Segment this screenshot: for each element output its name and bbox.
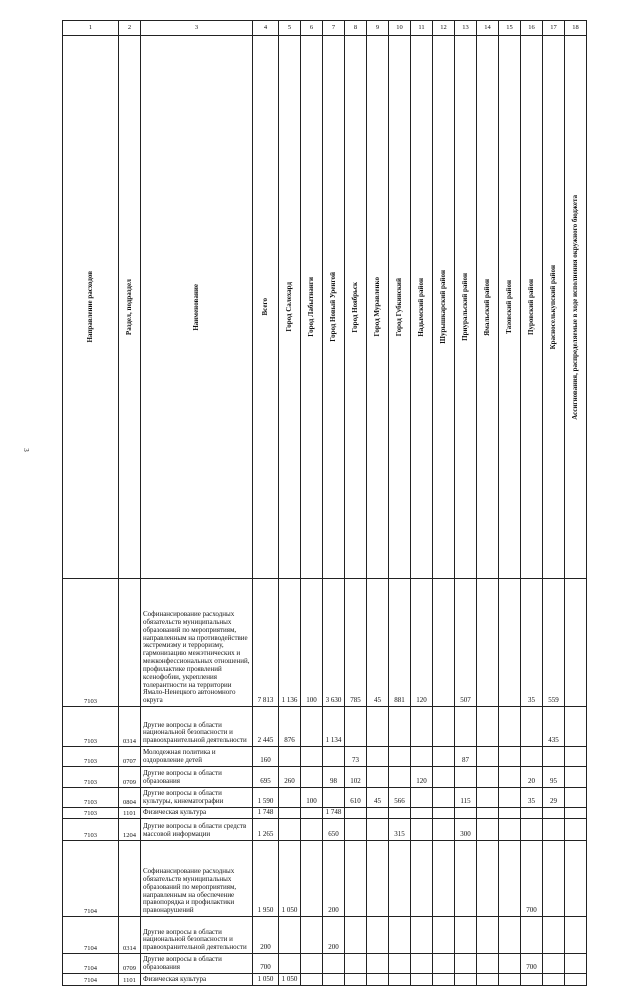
- section-code-cell: 0709: [119, 767, 141, 788]
- value-cell: [477, 917, 499, 954]
- column-number: 7: [323, 21, 345, 36]
- value-cell: [499, 841, 521, 917]
- value-cell: [389, 917, 411, 954]
- value-cell: [345, 974, 367, 986]
- section-code-cell: [119, 841, 141, 917]
- value-cell: [433, 917, 455, 954]
- value-cell: [455, 767, 477, 788]
- value-cell: 100: [301, 788, 323, 808]
- value-cell: [477, 974, 499, 986]
- column-header-label: Раздел, подраздел: [124, 278, 133, 336]
- value-cell: [521, 707, 543, 747]
- table-row: [63, 788, 587, 808]
- column-header-label: Город Салехард: [284, 282, 293, 332]
- value-cell: [521, 808, 543, 819]
- section-code-cell: 0709: [119, 954, 141, 974]
- value-cell: 120: [411, 579, 433, 707]
- value-cell: 29: [543, 788, 565, 808]
- column-header: [367, 36, 389, 579]
- column-header-label: Город Новый Уренгой: [328, 272, 337, 342]
- name-cell: Другие вопросы в области культуры, кинематографии: [141, 788, 253, 808]
- name-cell: Софинансирование расходных обязательств муниципальных образований по мероприятиям, направленным на противодействие экстремизму и терроризму, гармонизацию межэтнических и межконфессиональных отношений, профилактике проявлений ксенофобии, укрепления толерантности на территории Ямало-Ненецкого автономного округа: [141, 579, 253, 707]
- value-cell: [499, 579, 521, 707]
- value-cell: [565, 808, 587, 819]
- name-cell: Молодежная политика и оздоровление детей: [141, 747, 253, 767]
- value-cell: 315: [389, 819, 411, 841]
- value-cell: [367, 974, 389, 986]
- value-cell: [323, 954, 345, 974]
- value-cell: 1 748: [253, 808, 279, 819]
- value-cell: 1 134: [323, 707, 345, 747]
- column-number: 17: [543, 21, 565, 36]
- value-cell: [543, 841, 565, 917]
- value-cell: [433, 579, 455, 707]
- value-cell: 559: [543, 579, 565, 707]
- column-header-label: Ямальский район: [482, 278, 491, 336]
- value-cell: [433, 841, 455, 917]
- value-cell: [433, 707, 455, 747]
- column-header-label: Тазовский район: [504, 280, 513, 334]
- direction-code-cell: 7103: [63, 579, 119, 707]
- direction-code-cell: 7103: [63, 747, 119, 767]
- value-cell: [477, 819, 499, 841]
- value-cell: [389, 707, 411, 747]
- column-header-label: Город Ноябрьск: [350, 281, 359, 333]
- name-cell: Другие вопросы в области образования: [141, 767, 253, 788]
- column-number: 18: [565, 21, 587, 36]
- table-row: [63, 808, 587, 819]
- value-cell: 260: [279, 767, 301, 788]
- value-cell: [411, 707, 433, 747]
- column-header-label: Приуральский район: [460, 273, 469, 341]
- value-cell: [389, 747, 411, 767]
- section-code-cell: 0314: [119, 917, 141, 954]
- value-cell: 45: [367, 579, 389, 707]
- direction-code-cell: 7103: [63, 808, 119, 819]
- table-row: [63, 974, 587, 986]
- value-cell: [521, 747, 543, 767]
- column-header: [565, 36, 587, 579]
- value-cell: [411, 788, 433, 808]
- column-number: 6: [301, 21, 323, 36]
- column-header: [63, 36, 119, 579]
- table-row: [63, 579, 587, 707]
- value-cell: [499, 707, 521, 747]
- value-cell: [499, 808, 521, 819]
- value-cell: [411, 841, 433, 917]
- value-cell: [301, 707, 323, 747]
- value-cell: 1 748: [323, 808, 345, 819]
- budget-allocation-table: [62, 20, 587, 986]
- direction-code-cell: 7103: [63, 767, 119, 788]
- value-cell: [367, 747, 389, 767]
- value-cell: 35: [521, 579, 543, 707]
- value-cell: [543, 917, 565, 954]
- value-cell: 7 813: [253, 579, 279, 707]
- value-cell: [367, 917, 389, 954]
- table-row: [63, 917, 587, 954]
- column-number: 3: [141, 21, 253, 36]
- name-cell: Физическая культура: [141, 808, 253, 819]
- value-cell: [367, 767, 389, 788]
- column-header-label: Всего: [260, 298, 269, 316]
- column-number: 1: [63, 21, 119, 36]
- value-cell: [477, 841, 499, 917]
- column-header-label: Ассигнования, распределяемые в ходе исполнения окружного бюджета: [570, 194, 579, 420]
- value-cell: [323, 747, 345, 767]
- value-cell: 300: [455, 819, 477, 841]
- table-row: [63, 819, 587, 841]
- value-cell: [477, 808, 499, 819]
- value-cell: [389, 841, 411, 917]
- value-cell: [389, 808, 411, 819]
- name-cell: Другие вопросы в области национальной безопасности и правоохранительной деятельности: [141, 917, 253, 954]
- value-cell: [477, 579, 499, 707]
- value-cell: [345, 707, 367, 747]
- column-header: [543, 36, 565, 579]
- value-cell: [521, 819, 543, 841]
- direction-code-cell: 7104: [63, 917, 119, 954]
- value-cell: 115: [455, 788, 477, 808]
- column-header: [411, 36, 433, 579]
- direction-code-cell: 7103: [63, 819, 119, 841]
- column-header: [301, 36, 323, 579]
- value-cell: [411, 819, 433, 841]
- value-cell: [301, 747, 323, 767]
- name-cell: Софинансирование расходных обязательств муниципальных образований по мероприятиям, направленным на обеспечение правопорядка и профилактики правонарушений: [141, 841, 253, 917]
- value-cell: [301, 841, 323, 917]
- value-cell: 700: [521, 954, 543, 974]
- column-header: [521, 36, 543, 579]
- value-cell: [565, 974, 587, 986]
- column-header-label: Город Муравленко: [372, 277, 381, 337]
- direction-code-cell: 7104: [63, 841, 119, 917]
- value-cell: [345, 808, 367, 819]
- value-cell: [345, 841, 367, 917]
- value-cell: [433, 788, 455, 808]
- value-cell: 102: [345, 767, 367, 788]
- value-cell: [565, 579, 587, 707]
- value-cell: 98: [323, 767, 345, 788]
- value-cell: [389, 974, 411, 986]
- column-header-label: Красноселькупский район: [548, 264, 557, 350]
- value-cell: [455, 974, 477, 986]
- value-cell: 610: [345, 788, 367, 808]
- value-cell: [477, 767, 499, 788]
- value-cell: [301, 917, 323, 954]
- value-cell: [543, 974, 565, 986]
- section-code-cell: 1101: [119, 974, 141, 986]
- table-row: [63, 767, 587, 788]
- column-header: [323, 36, 345, 579]
- column-number: 2: [119, 21, 141, 36]
- direction-code-cell: 7104: [63, 974, 119, 986]
- table-body: [63, 21, 587, 986]
- column-header: [455, 36, 477, 579]
- column-header-label: Город Лабытнанги: [306, 277, 315, 337]
- value-cell: [543, 954, 565, 974]
- column-header-label: Надымский район: [416, 277, 425, 337]
- value-cell: 45: [367, 788, 389, 808]
- value-cell: [521, 974, 543, 986]
- value-cell: [565, 917, 587, 954]
- value-cell: [279, 819, 301, 841]
- value-cell: [433, 767, 455, 788]
- value-cell: 1 590: [253, 788, 279, 808]
- column-header: [499, 36, 521, 579]
- column-header: [389, 36, 411, 579]
- value-cell: [367, 808, 389, 819]
- column-header: [433, 36, 455, 579]
- value-cell: [411, 808, 433, 819]
- value-cell: 73: [345, 747, 367, 767]
- page-number: 3: [21, 448, 30, 452]
- column-header: [345, 36, 367, 579]
- value-cell: [477, 747, 499, 767]
- column-header-label: Город Губкинский: [394, 277, 403, 337]
- value-cell: [301, 808, 323, 819]
- table-row: [63, 841, 587, 917]
- column-number: 8: [345, 21, 367, 36]
- value-cell: 200: [323, 917, 345, 954]
- section-code-cell: 0314: [119, 707, 141, 747]
- value-cell: [411, 917, 433, 954]
- table-row: [63, 954, 587, 974]
- value-cell: [521, 917, 543, 954]
- value-cell: [477, 788, 499, 808]
- value-cell: 700: [521, 841, 543, 917]
- column-header-label: Пуровский район: [526, 279, 535, 335]
- value-cell: 876: [279, 707, 301, 747]
- value-cell: [499, 917, 521, 954]
- value-cell: [411, 974, 433, 986]
- value-cell: [411, 747, 433, 767]
- value-cell: [389, 767, 411, 788]
- value-cell: 95: [543, 767, 565, 788]
- value-cell: [565, 954, 587, 974]
- column-header: [141, 36, 253, 579]
- name-cell: Физическая культура: [141, 974, 253, 986]
- section-code-cell: 0804: [119, 788, 141, 808]
- direction-code-cell: 7103: [63, 788, 119, 808]
- value-cell: [301, 954, 323, 974]
- value-cell: [367, 819, 389, 841]
- value-cell: [433, 747, 455, 767]
- column-header: [119, 36, 141, 579]
- value-cell: 1 050: [279, 974, 301, 986]
- value-cell: 650: [323, 819, 345, 841]
- column-header-label: Наименование: [191, 283, 200, 331]
- value-cell: [279, 917, 301, 954]
- value-cell: [433, 819, 455, 841]
- value-cell: 2 445: [253, 707, 279, 747]
- value-cell: 35: [521, 788, 543, 808]
- name-cell: Другие вопросы в области средств массовой информации: [141, 819, 253, 841]
- column-number: 15: [499, 21, 521, 36]
- value-cell: [543, 808, 565, 819]
- column-number: 11: [411, 21, 433, 36]
- value-cell: 1 050: [279, 841, 301, 917]
- value-cell: 785: [345, 579, 367, 707]
- column-header: [477, 36, 499, 579]
- value-cell: [565, 788, 587, 808]
- value-cell: [279, 808, 301, 819]
- value-cell: [411, 954, 433, 974]
- value-cell: [367, 707, 389, 747]
- value-cell: [367, 954, 389, 974]
- column-number-row: [63, 21, 587, 36]
- column-number: 10: [389, 21, 411, 36]
- value-cell: 120: [411, 767, 433, 788]
- value-cell: [565, 819, 587, 841]
- value-cell: [543, 747, 565, 767]
- column-number: 14: [477, 21, 499, 36]
- column-header-row: [63, 36, 587, 579]
- value-cell: [455, 841, 477, 917]
- value-cell: [499, 954, 521, 974]
- value-cell: 87: [455, 747, 477, 767]
- value-cell: [301, 767, 323, 788]
- value-cell: 695: [253, 767, 279, 788]
- value-cell: [499, 788, 521, 808]
- value-cell: 3 630: [323, 579, 345, 707]
- value-cell: [345, 819, 367, 841]
- value-cell: 507: [455, 579, 477, 707]
- value-cell: [565, 707, 587, 747]
- value-cell: 1 265: [253, 819, 279, 841]
- value-cell: [389, 954, 411, 974]
- value-cell: [455, 954, 477, 974]
- section-code-cell: 0707: [119, 747, 141, 767]
- value-cell: [477, 707, 499, 747]
- value-cell: [345, 954, 367, 974]
- value-cell: 700: [253, 954, 279, 974]
- value-cell: [499, 767, 521, 788]
- value-cell: [345, 917, 367, 954]
- value-cell: [433, 974, 455, 986]
- column-number: 13: [455, 21, 477, 36]
- value-cell: [499, 819, 521, 841]
- value-cell: [279, 747, 301, 767]
- value-cell: [323, 974, 345, 986]
- value-cell: [323, 788, 345, 808]
- column-header: [279, 36, 301, 579]
- value-cell: [565, 841, 587, 917]
- value-cell: 160: [253, 747, 279, 767]
- value-cell: [499, 747, 521, 767]
- value-cell: 200: [323, 841, 345, 917]
- value-cell: [455, 917, 477, 954]
- column-number: 9: [367, 21, 389, 36]
- section-code-cell: 1204: [119, 819, 141, 841]
- value-cell: 1 050: [253, 974, 279, 986]
- section-code-cell: 1101: [119, 808, 141, 819]
- value-cell: [477, 954, 499, 974]
- value-cell: [367, 841, 389, 917]
- value-cell: 566: [389, 788, 411, 808]
- column-header-label: Направление расходов: [85, 271, 94, 343]
- value-cell: [279, 954, 301, 974]
- direction-code-cell: 7104: [63, 954, 119, 974]
- column-number: 5: [279, 21, 301, 36]
- value-cell: [565, 747, 587, 767]
- value-cell: [301, 819, 323, 841]
- value-cell: [565, 767, 587, 788]
- value-cell: [455, 707, 477, 747]
- table-row: [63, 707, 587, 747]
- value-cell: 881: [389, 579, 411, 707]
- column-header-label: Шурышкарский район: [438, 270, 447, 344]
- column-number: 4: [253, 21, 279, 36]
- column-header: [253, 36, 279, 579]
- value-cell: 200: [253, 917, 279, 954]
- table-row: [63, 747, 587, 767]
- value-cell: [499, 974, 521, 986]
- value-cell: [301, 974, 323, 986]
- name-cell: Другие вопросы в области национальной безопасности и правоохранительной деятельности: [141, 707, 253, 747]
- column-number: 16: [521, 21, 543, 36]
- value-cell: 20: [521, 767, 543, 788]
- value-cell: 435: [543, 707, 565, 747]
- value-cell: [543, 819, 565, 841]
- value-cell: [279, 788, 301, 808]
- name-cell: Другие вопросы в области образования: [141, 954, 253, 974]
- section-code-cell: [119, 579, 141, 707]
- value-cell: 100: [301, 579, 323, 707]
- direction-code-cell: 7103: [63, 707, 119, 747]
- value-cell: [433, 808, 455, 819]
- value-cell: [433, 954, 455, 974]
- value-cell: 1 136: [279, 579, 301, 707]
- column-number: 12: [433, 21, 455, 36]
- value-cell: [455, 808, 477, 819]
- value-cell: 1 950: [253, 841, 279, 917]
